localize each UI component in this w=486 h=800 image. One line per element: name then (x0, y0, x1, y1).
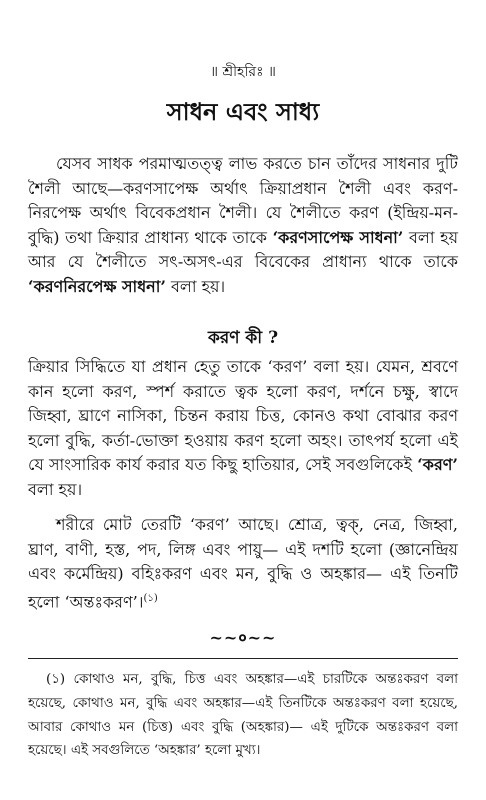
intro-term-karan-sapeksha: ‘করণসাপেক্ষ সাধনা’ (272, 227, 404, 247)
intro-text-c: বলা হয়। (165, 276, 226, 296)
thirteen-karan-text: শরীরে মোট তেরটি ‘করণ’ আছে। শ্রোত্র, ত্বক্, নেত্র, জিহ্বা, ঘ্রাণ, বাণী, হস্ত, পদ, লিঙ্গ এবং পায়ু— এই দশটি হলো (জ্ঞানেন্দ্রিয় এবং কর্মেন্দ্রিয়) বহিঃকরণ এবং মন, বুদ্ধি ও অহঙ্কার— এই তিনটি হলো ‘অন্তঃকরণ’। (28, 515, 458, 612)
thirteen-karan-paragraph (28, 513, 458, 615)
section-divider: ~~०~~ (209, 628, 277, 647)
karan-text-a: ক্রিয়ার সিদ্ধিতে যা প্রধান হেতু তাকে ‘করণ’ বলা হয়। যেমন, শ্রবণে কান হলো করণ, স্পর্শ করাতে ত্বক হলো করণ, দর্শনে চক্ষু, স্বাদে জিহ্বা, ঘ্রাণে নাসিকা, চিন্তন করায় চিত্ত, কোনও কথা বোঝার করণ হলো বুদ্ধি, কর্তা-ভোক্তা হওয়ায় করণ হলো অহং। তাৎপর্য হলো এই যে সাংসারিক কার্য করার যত কিছু হাতিয়ার, সেই সবগুলিকেই (28, 357, 458, 475)
footnote-text: কোথাও মন, বুদ্ধি, চিত্ত এবং অহঙ্কার—এই চারটিকে অন্তঃকরণ বলা হয়েছে, কোথাও মন, বুদ্ধি এবং অহঙ্কার—এই তিনটিকে অন্তঃকরণ বলা হয়েছে, আবার কোথাও মন (চিত্ত) এবং বুদ্ধি (অহঙ্কার)— এই দুটিকে অন্তঃকরণ বলা হয়েছে। এই সবগুলিতে ‘অহঙ্কার’ হলো মুখ্য। (28, 672, 458, 759)
karan-definition-paragraph (28, 355, 458, 503)
footnote-marker: (১) (46, 672, 66, 687)
section-heading: করণ কী ? (207, 328, 279, 348)
karan-text-b: বলা হয়। (28, 479, 83, 499)
invocation-header: ॥ শ্রীহরিঃ ॥ (210, 64, 276, 80)
footnote-rule (28, 658, 458, 659)
intro-paragraph (28, 152, 458, 300)
page-title: সাধন এবং সাধ্য (166, 97, 320, 126)
intro-text-a: যেসব সাধক পরমাত্মতত্ত্ব লাভ করতে চান তাঁদের সাধনার দুটি শৈলী আছে—করণসাপেক্ষ অর্থাৎ ক্রিয়াপ্রধান শৈলী এবং করণ-নিরপেক্ষ অর্থাৎ বিবেকপ্রধান শৈলী। যে শৈলীতে করণ (ইন্দ্রিয়-মন-বুদ্ধি) তথা ক্রিয়ার প্রাধান্য থাকে তাকে (28, 154, 458, 247)
intro-text-b: বলা হয় আর যে শৈলীতে সৎ-অসৎ-এর বিবেকের প্রাধান্য থাকে তাকে (28, 227, 458, 272)
karan-term: ‘করণ’ (417, 455, 458, 475)
footnote (28, 668, 458, 763)
footnote-reference: (১) (143, 592, 158, 604)
intro-term-karan-nirapeksha: ‘করণনিরপেক্ষ সাধনা’ (28, 276, 166, 296)
